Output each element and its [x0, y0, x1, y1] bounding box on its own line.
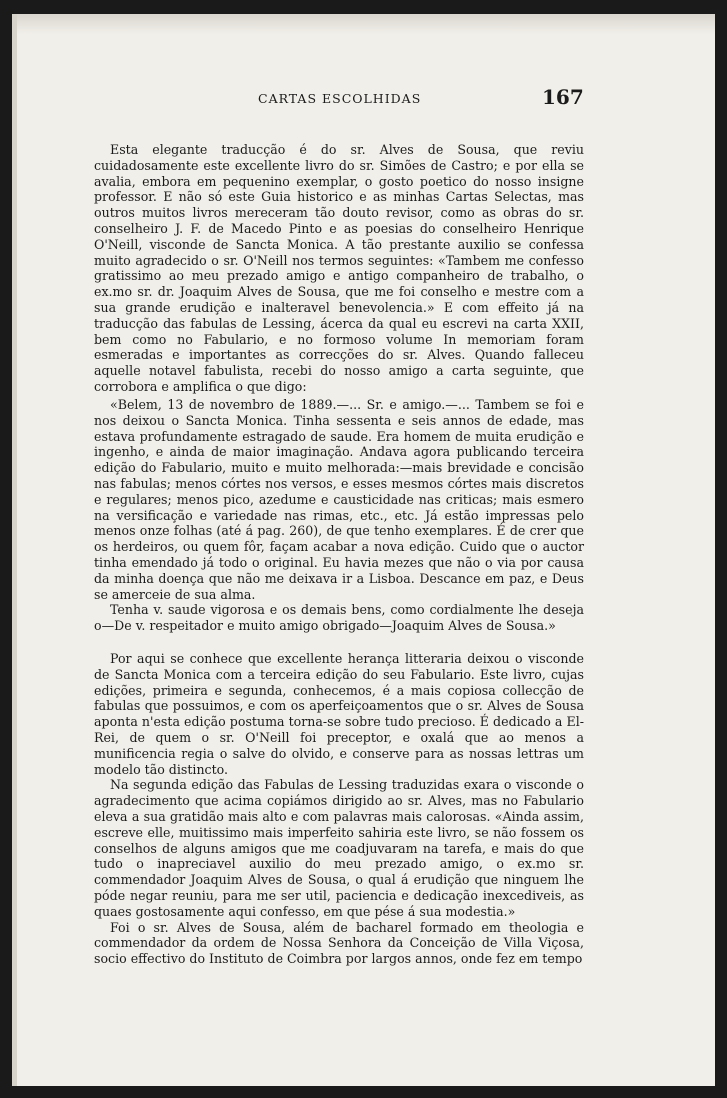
page-number: 167 [542, 85, 584, 109]
letter-paragraph-1: «Belem, 13 de novembro de 1889.—... Sr. e amigo.—... Tambem se foi e nos deixou o Sancta Monica. Tinha sessenta e seis annos de edade, mas estava profundamente estragado de saude. Era homem de muita erudição e ingenho, e ainda de maior imaginação. Andava agora publicando terceira edição do Fabulario, muito e muito melhorada:—mais brevidade e concisão nas fabulas; menos córtes nos versos, e esses mesmos córtes mais discretos e regulares; menos pico, azedume e causticidade nas criticas; mais esmero na versificação e variedade nas rimas, etc., etc. Já estão impressas pelo menos onze folhas (até á pag. 260), de que tenho exemplares. É de crer que os herdeiros, ou quem fôr, façam acabar a nova edição. Cuido que o auctor tinha emendado já todo o original. Eu havia mezes que não o via por causa da minha doença que não me deixava ir a Lisboa. Descance em paz, e Deus se amerceie de sua alma. [94, 397, 584, 602]
opening-section [94, 142, 584, 395]
running-title: CARTAS ESCOLHIDAS [258, 91, 422, 106]
closing-paragraph-2: Na segunda edição das Fabulas de Lessing traduzidas exara o visconde o agradecimento que acima copiámos dirigido ao sr. Alves, mas no Fabulario eleva a sua gratidão mais alto e com palavras mais calorosas. «Ainda assim, escreve elle, muitissimo mais imperfeito sahiria este livro, se não fossem os conselhos de alguns amigos que me coadjuvaram na tarefa, e mais do que tudo o inapreciavel auxilio do meu prezado amigo, o ex.mo sr. commendador Joaquim Alves de Sousa, o qual á erudição que ninguem lhe póde negar reuniu, para me ser util, paciencia e dedicação inexcediveis, as quaes gostosamente aqui confesso, em que pése á sua modestia.» [94, 777, 584, 919]
letter-paragraph-2: Tenha v. saude vigorosa e os demais bens, como cordialmente lhe deseja o—De v. respeitador e muito amigo obrigado—Joaquim Alves de Sousa.» [94, 602, 584, 634]
closing-paragraph-3: Foi o sr. Alves de Sousa, além de bacharel formado em theologia e commendador da ordem de Nossa Senhora da Conceição de Villa Viçosa, socio effectivo do Instituto de Coimbra por largos annos, onde fez em tempo [94, 919, 584, 967]
opening-paragraph: Esta elegante traducção é do sr. Alves de Sousa, que reviu cuidadosamente este excellente livro do sr. Simões de Castro; e por ella se avalia, embora em pequenino exemplar, o gosto poetico do nosso insigne professor. E não só este Guia historico e as minhas Cartas Selectas, mas outros muitos livros mereceram tão douto revisor, como as obras do sr. conselheiro J. F. de Macedo Pinto e as poesias do conselheiro Henrique O'Neill, visconde de Sancta Monica. A tão prestante auxilio se confessa muito agradecido o sr. O'Neill nos termos seguintes: «Tambem me confesso gratissimo ao meu prezado amigo e antigo companheiro de trabalho, o ex.mo sr. dr. Joaquim Alves de Sousa, que me foi conselho e mestre com a sua grande erudição e inalteravel benevolencia.» E com effeito já na traducção das fabulas de Lessing, ácerca da qual eu escrevi na carta XXII, bem como no Fabulario, e no formoso volume In memoriam foram esmeradas e importantes as correcções do sr. Alves. Quando falleceu aquelle notavel fabulista, recebi do nosso amigo a carta seguinte, que corrobora e amplifica o que digo: [94, 142, 584, 394]
book-page [12, 14, 715, 1086]
quoted-letter [94, 397, 584, 634]
closing-section [94, 651, 584, 967]
page-edge [12, 14, 17, 1086]
closing-paragraph-1: Por aqui se conhece que excellente herança litteraria deixou o visconde de Sancta Monica com a terceira edição do seu Fabulario. Este livro, cujas edições, primeira e segunda, conhecemos, é a mais copiosa collecção de fabulas que possuimos, e com os aperfeiçoamentos que o sr. Alves de Sousa aponta n'esta edição postuma torna-se sobre tudo precioso. É dedicado a El-Rei, de quem o sr. O'Neill foi preceptor, e oxalá que ao menos a munificencia regia o salve do olvido, e conserve para as nossas lettras um modelo tão distincto. [94, 651, 584, 777]
scan-shadow [12, 14, 715, 34]
